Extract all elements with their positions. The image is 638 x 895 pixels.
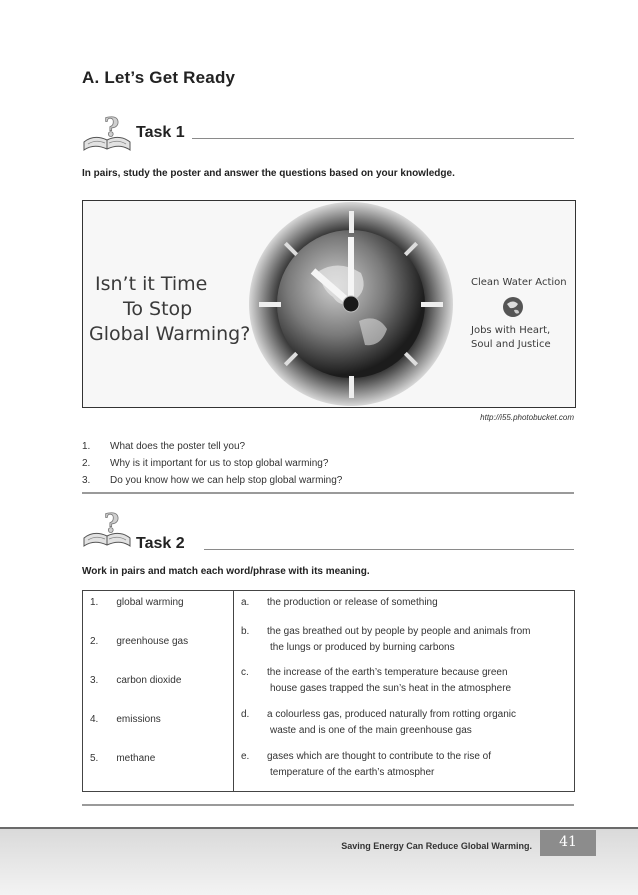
meaning-row-c — [241, 665, 571, 697]
word-text: greenhouse gas — [116, 636, 189, 647]
matching-table-column-divider — [233, 590, 234, 792]
task1-instruction: In pairs, study the poster and answer the questions based on your knowledge. — [82, 168, 455, 179]
task2-label: Task 2 — [136, 535, 185, 552]
meaning-letter: e. — [241, 751, 250, 762]
poster-headline-line1: Isn’t it Time — [95, 273, 208, 295]
poster-headline-line3: Global Warming? — [89, 323, 251, 345]
meaning-letter: c. — [241, 667, 249, 678]
question-number: 2. — [82, 458, 91, 469]
word-number: 5. — [90, 753, 99, 764]
word-row-5 — [90, 753, 155, 764]
meaning-line-2: house gases trapped the sun’s heat in the atmosphere — [270, 683, 512, 694]
bottom-divider — [82, 804, 574, 806]
task2-rule — [204, 549, 574, 550]
footer-title: Saving Energy Can Reduce Global Warming. — [341, 841, 532, 851]
meaning-line-2: the lungs or produced by burning carbons — [270, 642, 455, 653]
poster-tagline-line1: Jobs with Heart, — [471, 325, 551, 336]
word-text: global warming — [116, 597, 184, 608]
image-credit: http://i55.photobucket.com — [480, 413, 574, 422]
meaning-line-2: waste and is one of the main greenhouse gas — [270, 725, 472, 736]
svg-text:?: ? — [104, 509, 120, 539]
task1-rule — [192, 138, 574, 139]
word-number: 4. — [90, 714, 99, 725]
svg-text:?: ? — [104, 113, 120, 143]
footer-rule — [0, 827, 638, 829]
page-number: 41 — [540, 830, 596, 856]
meaning-row-e — [241, 749, 571, 781]
meaning-letter: b. — [241, 626, 250, 637]
word-row-3 — [90, 675, 181, 686]
poster-image — [82, 200, 576, 408]
poster-org-name: Clean Water Action — [471, 277, 567, 288]
word-text: carbon dioxide — [116, 675, 182, 686]
meaning-line-2: temperature of the earth’s atmospher — [270, 767, 435, 778]
question-number: 1. — [82, 441, 91, 452]
meaning-line-1: the gas breathed out by people by people and animals from — [267, 626, 531, 637]
meaning-row-a — [241, 597, 571, 608]
meaning-row-b — [241, 624, 571, 656]
question-text: Why is it important for us to stop global warming? — [110, 458, 329, 469]
poster-headline-line2: To Stop — [123, 298, 193, 320]
meaning-letter: d. — [241, 709, 250, 720]
question-3 — [82, 475, 342, 486]
word-row-1 — [90, 597, 184, 608]
word-number: 2. — [90, 636, 99, 647]
question-2 — [82, 458, 328, 469]
clock-earth-icon — [249, 201, 453, 407]
word-number: 1. — [90, 597, 99, 608]
word-text: emissions — [116, 714, 161, 725]
task1-label: Task 1 — [136, 124, 185, 141]
meaning-line-1: a colourless gas, produced naturally from rotting organic — [267, 709, 517, 720]
word-text: methane — [116, 753, 156, 764]
question-number: 3. — [82, 475, 91, 486]
open-book-question-icon — [80, 112, 134, 156]
meaning-line-1: the increase of the earth’s temperature because green — [267, 667, 508, 678]
word-row-4 — [90, 714, 161, 725]
meaning-letter: a. — [241, 597, 250, 608]
word-row-2 — [90, 636, 188, 647]
question-1 — [82, 441, 245, 452]
meaning-row-d — [241, 707, 571, 739]
globe-logo-icon — [501, 295, 525, 319]
meaning-line-1: the production or release of something — [267, 597, 438, 608]
question-text: Do you know how we can help stop global warming? — [110, 475, 343, 486]
section-title: A. Let’s Get Ready — [82, 68, 236, 87]
open-book-question-icon — [80, 508, 134, 552]
task2-instruction: Work in pairs and match each word/phrase with its meaning. — [82, 566, 370, 577]
poster-tagline-line2: Soul and Justice — [471, 339, 551, 350]
question-text: What does the poster tell you? — [110, 441, 246, 452]
section-divider — [82, 492, 574, 494]
meaning-line-1: gases which are thought to contribute to the rise of — [267, 751, 492, 762]
word-number: 3. — [90, 675, 99, 686]
